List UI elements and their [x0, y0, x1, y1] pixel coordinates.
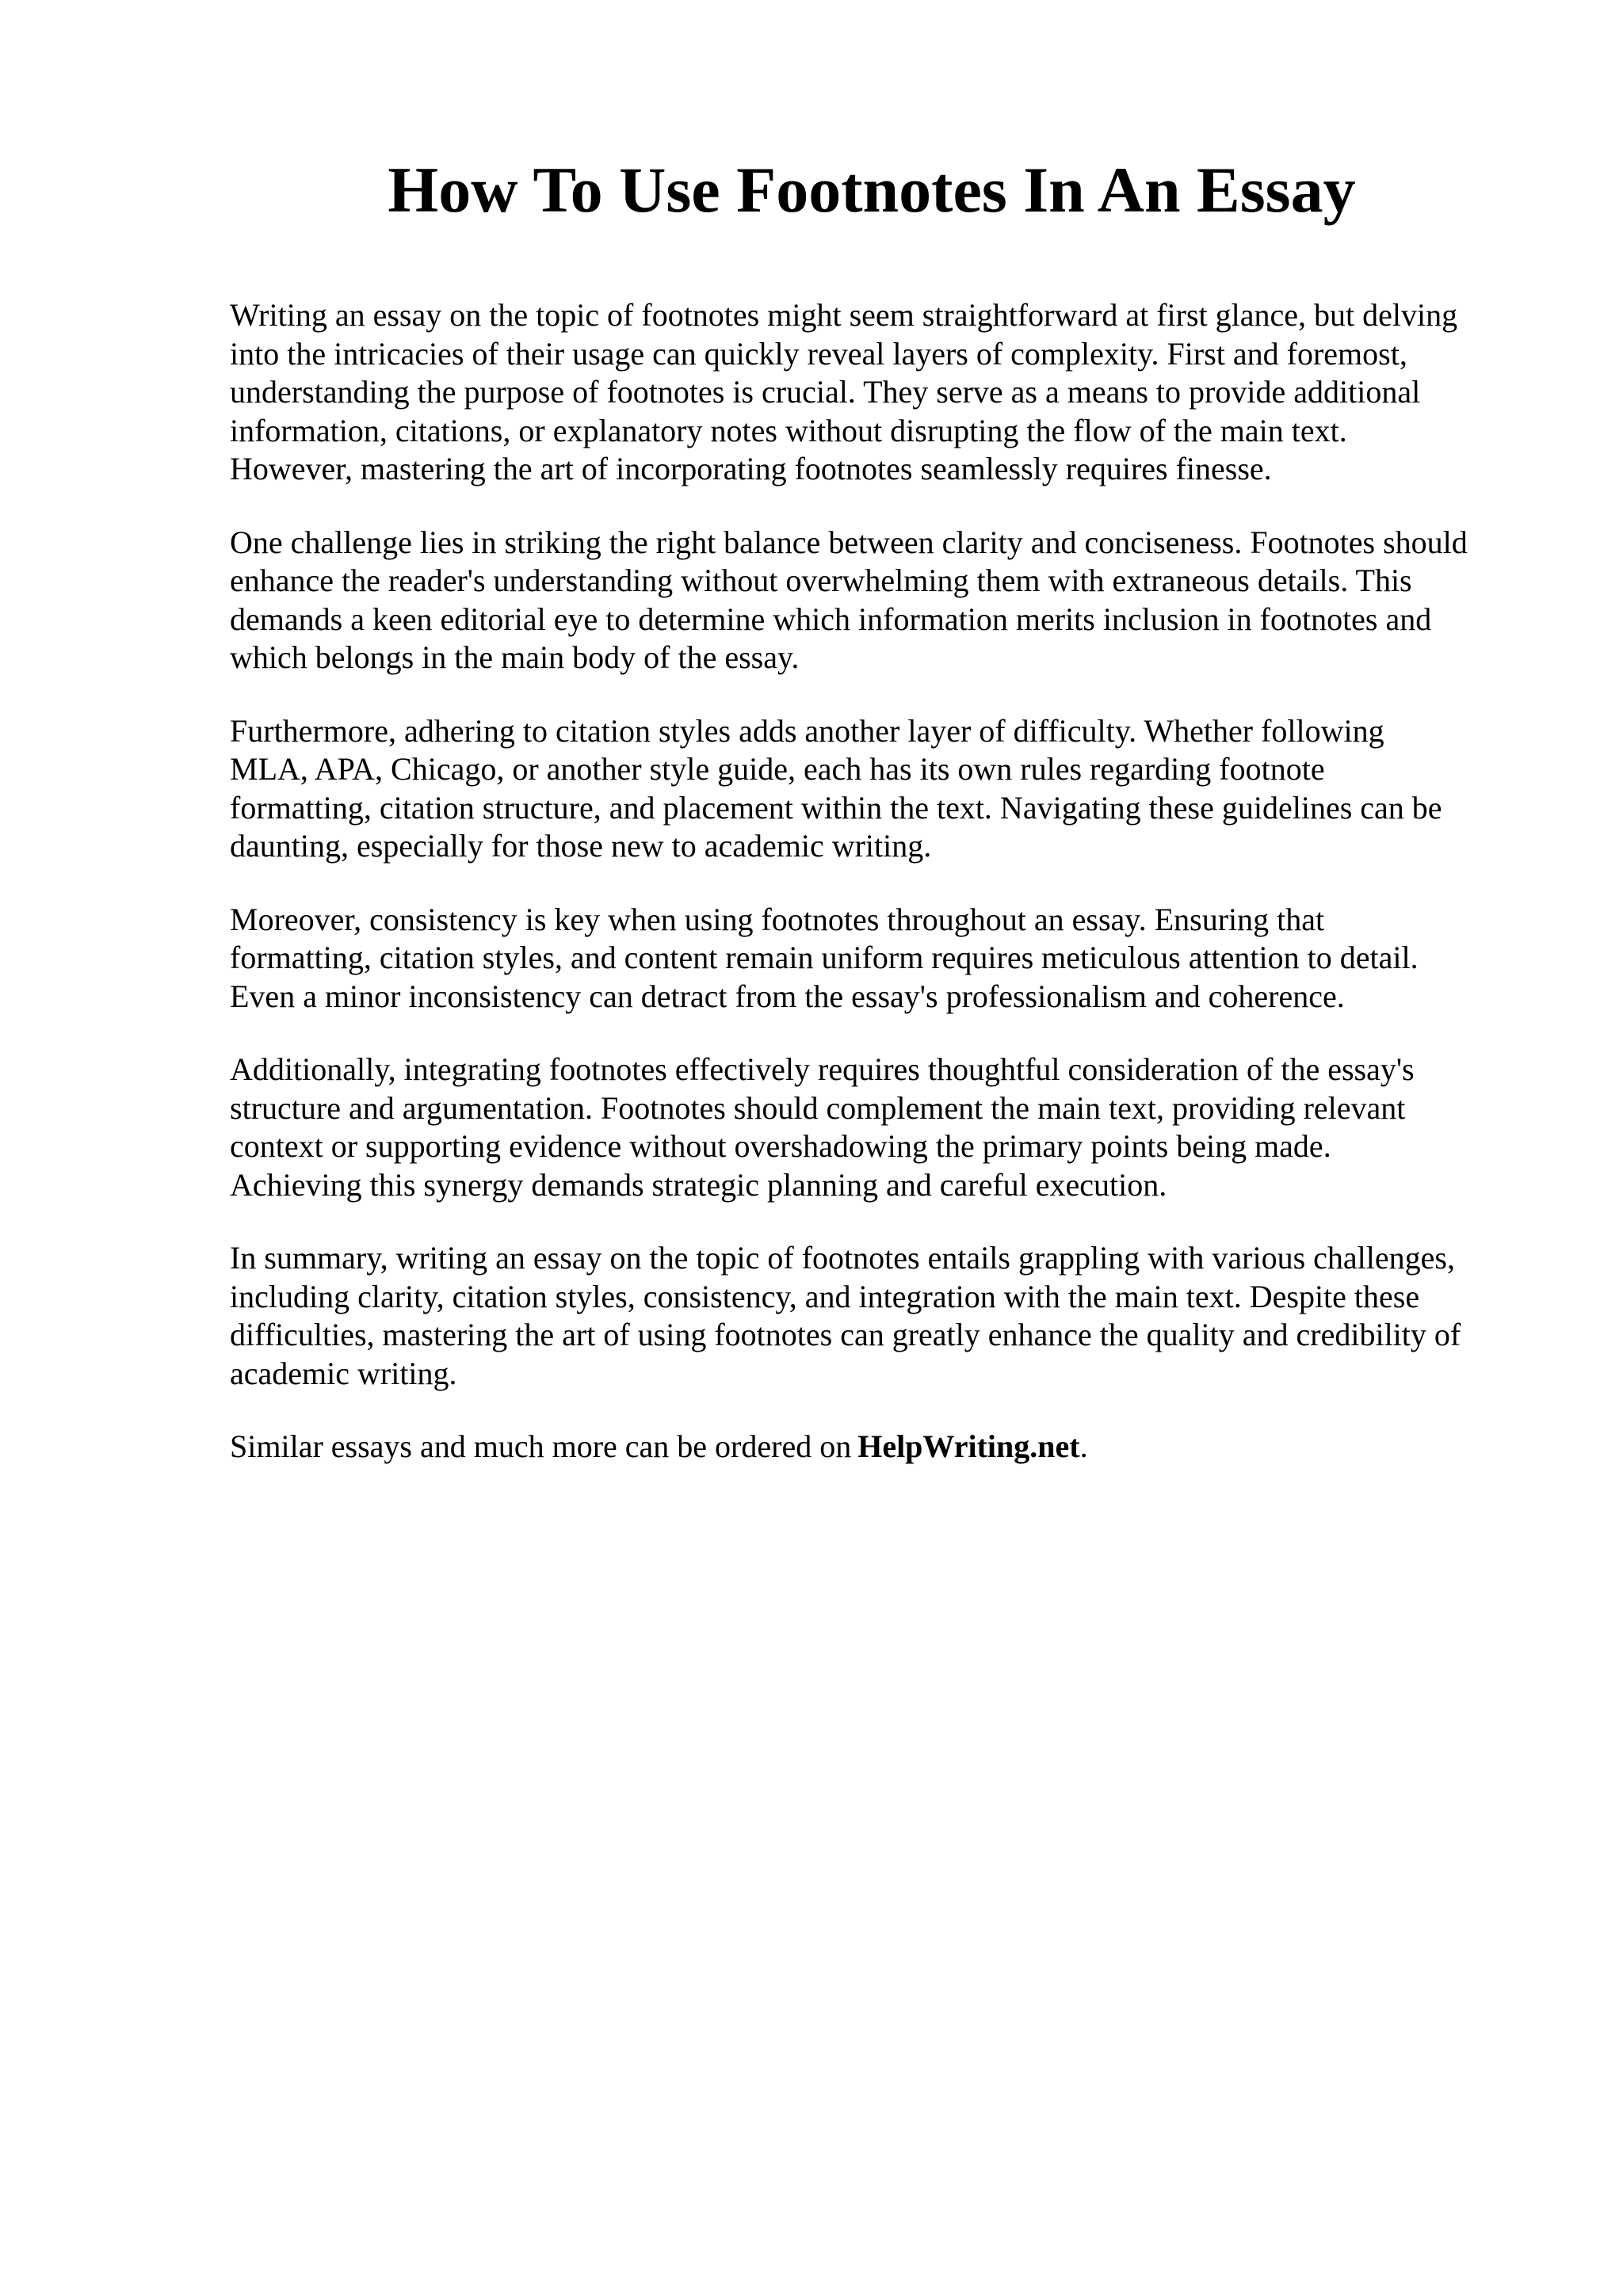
text-line: One challenge lies in striking the right balance between clarity and conciseness. Footnotes should: [230, 524, 1468, 560]
promo-line: [230, 1428, 1514, 1466]
text-line: formatting, citation styles, and content remain uniform requires meticulous attention to detail.: [230, 940, 1419, 975]
paragraph-3: [230, 712, 1514, 866]
text-line: daunting, especially for those new to academic writing.: [230, 828, 932, 864]
text-line: formatting, citation structure, and placement within the text. Navigating these guidelines can be: [230, 789, 1442, 826]
text-line: Moreover, consistency is key when using footnotes throughout an essay. Ensuring that: [230, 901, 1325, 937]
text-line: Even a minor inconsistency can detract from the essay's professionalism and coherence.: [230, 978, 1345, 1014]
text-line: MLA, APA, Chicago, or another style guide, each has its own rules regarding footnote: [230, 751, 1325, 787]
page-title: How To Use Footnotes In An Essay: [388, 154, 1356, 226]
paragraph-4: [230, 901, 1514, 1016]
text-line: Writing an essay on the topic of footnotes might seem straightforward at first glance, but delving: [230, 297, 1458, 333]
text-line: including clarity, citation styles, consistency, and integration with the main text. Despite these: [230, 1278, 1420, 1314]
paragraph-6: [230, 1239, 1514, 1393]
text-line: enhance the reader's understanding without overwhelming them with extraneous details. This: [230, 563, 1412, 598]
text-line: understanding the purpose of footnotes is crucial. They serve as a means to provide additional: [230, 374, 1421, 410]
text-line: academic writing.: [230, 1355, 457, 1391]
text-line: In summary, writing an essay on the topic of footnotes entails grappling with various challenges,: [230, 1240, 1455, 1276]
text-line: into the intricacies of their usage can quickly reveal layers of complexity. First and foremost,: [230, 335, 1407, 372]
text-line: structure and argumentation. Footnotes should complement the main text, providing relevant: [230, 1089, 1406, 1126]
paragraph-1: [230, 296, 1514, 489]
text-line: difficulties, mastering the art of using footnotes can greatly enhance the quality and credibility of: [230, 1317, 1461, 1352]
text-line: Achieving this synergy demands strategic planning and careful execution.: [230, 1166, 1167, 1203]
promo-text: Similar essays and much more can be ordered on: [230, 1428, 852, 1464]
essay-body: [230, 296, 1514, 1466]
promo-suffix: .: [1079, 1428, 1088, 1464]
paragraph-2: [230, 524, 1514, 677]
text-line: Additionally, integrating footnotes effectively requires thoughtful consideration of the essay's: [230, 1051, 1415, 1087]
helpwriting-link[interactable]: HelpWriting.net: [857, 1428, 1080, 1464]
text-line: information, citations, or explanatory notes without disrupting the flow of the main text.: [230, 412, 1347, 448]
text-line: which belongs in the main body of the essay.: [230, 639, 800, 675]
paragraph-5: [230, 1051, 1514, 1204]
text-line: context or supporting evidence without overshadowing the primary points being made.: [230, 1128, 1331, 1164]
text-line: However, mastering the art of incorporating footnotes seamlessly requires finesse.: [230, 451, 1272, 486]
text-line: demands a keen editorial eye to determine which information merits inclusion in footnotes and: [230, 601, 1432, 637]
text-line: Furthermore, adhering to citation styles adds another layer of difficulty. Whether following: [230, 712, 1384, 749]
